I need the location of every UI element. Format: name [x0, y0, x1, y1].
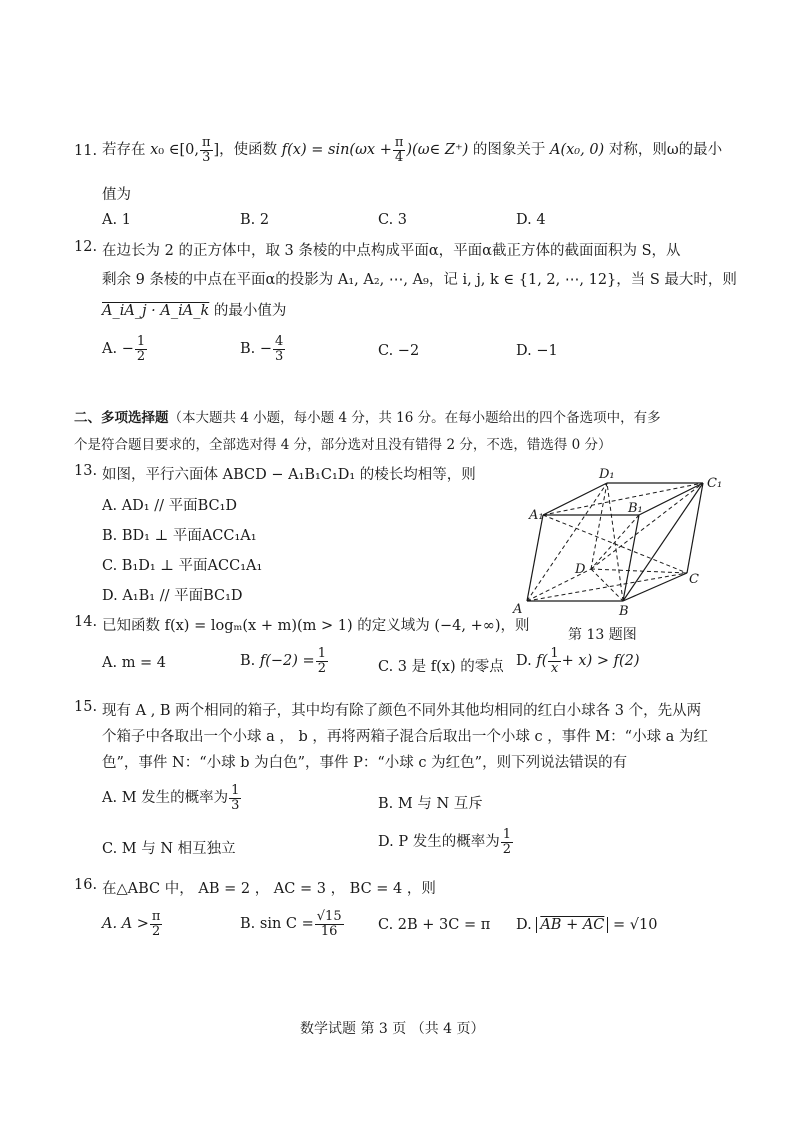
- q11-option-a: A. 1: [102, 212, 131, 228]
- q11-stem: 若存在 x₀ ∈[0, $\frac{\pi}{3}$ ]，使函数 f(x) = sin(ωx + $\frac{\pi}{4}$ )(ω∈ Z⁺) 的图象关于 A(x₀, 0) 对称，则ω的最小: [102, 135, 723, 165]
- q13-number: 13.: [74, 463, 98, 479]
- label-C1: C₁: [707, 476, 723, 491]
- q12-number: 12.: [74, 239, 98, 255]
- q16-stem: 在△ABC 中， AB = 2 ， AC = 3 ， BC = 4 ，则: [102, 881, 436, 897]
- label-D: D: [575, 562, 586, 577]
- q16-option-d: D. AB + AC = √10: [516, 917, 658, 933]
- q14-option-b: B. f(−2) = $\frac{1}{2}$: [240, 646, 326, 676]
- q14-option-c: C. 3 是 f(x) 的零点: [378, 659, 504, 675]
- label-B: B: [619, 604, 629, 619]
- q13-figure-caption: 第 13 题图: [568, 627, 637, 643]
- q11-number: 11.: [74, 143, 98, 159]
- q15-stem-line2: 个箱子中各取出一个小球 a ， b ，再将两箱子混合后取出一个小球 c ，事件 M：“小球 a 为红: [102, 729, 708, 745]
- q15-option-d: D. P 发生的概率为 $\frac{1}{2}$: [378, 827, 511, 857]
- q12-stem-line1: 在边长为 2 的正方体中，取 3 条棱的中点构成平面α，平面α截正方体的截面面积为 S，从: [102, 243, 681, 259]
- section2-header-line2: 个是符合题目要求的，全部选对得 4 分，部分选对且没有错得 2 分，不选，错选得 0 分）: [74, 437, 612, 453]
- q13-option-c: C. B₁D₁ ⊥ 平面ACC₁A₁: [102, 558, 263, 574]
- label-A1: A₁: [529, 508, 544, 523]
- q13-figure: [505, 465, 735, 625]
- label-D1: D₁: [599, 467, 615, 482]
- q15-number: 15.: [74, 699, 98, 715]
- q14-option-a: A. m = 4: [102, 655, 167, 671]
- q11-option-d: D. 4: [516, 212, 546, 228]
- page-footer: 数学试题 第 3 页 （共 4 页）: [300, 1021, 485, 1037]
- section2-header: 二、多项选择题（本大题共 4 小题，每小题 4 分，共 16 分。在每小题给出的四个备选项中，有多: [74, 410, 661, 426]
- q13-option-a: A. AD₁ // 平面BC₁D: [102, 498, 238, 514]
- q15-option-b: B. M 与 N 互斥: [378, 796, 483, 812]
- q11-option-b: B. 2: [240, 212, 270, 228]
- q13-stem: 如图，平行六面体 ABCD − A₁B₁C₁D₁ 的棱长均相等，则: [102, 467, 476, 483]
- q12-option-d: D. −1: [516, 343, 558, 359]
- q16-option-b: B. sin C = $\frac{√15}{16}$: [240, 909, 342, 939]
- q12-option-c: C. −2: [378, 343, 420, 359]
- q15-option-c: C. M 与 N 相互独立: [102, 841, 236, 857]
- q12-option-a: A. − $\frac{1}{2}$: [102, 334, 146, 364]
- label-B1: B₁: [628, 501, 643, 516]
- q14-stem: 已知函数 f(x) = logₘ(x + m)(m > 1) 的定义域为 (−4, +∞)，则: [102, 618, 530, 634]
- q15-option-a: A. M 发生的概率为 $\frac{1}{3}$: [102, 783, 240, 813]
- q11-stem-line2: 值为: [102, 187, 131, 203]
- q15-stem-line3: 色”，事件 N：“小球 b 为白色”，事件 P：“小球 c 为红色”，则下列说法错误的有: [102, 755, 628, 771]
- q16-option-a: A. A > $\frac{\pi}{2}$: [102, 909, 161, 939]
- q12-stem-line3: A_iA_j · A_iA_k 的最小值为: [102, 303, 287, 319]
- q15-stem-line1: 现有 A , B 两个相同的箱子，其中均有除了颜色不同外其他均相同的红白小球各 3 个，先从两: [102, 703, 702, 719]
- q12-option-b: B. − $\frac{4}{3}$: [240, 334, 284, 364]
- q14-number: 14.: [74, 614, 98, 630]
- q16-number: 16.: [74, 877, 98, 893]
- q16-option-c: C. 2B + 3C = π: [378, 917, 491, 933]
- q13-option-b: B. BD₁ ⊥ 平面ACC₁A₁: [102, 528, 257, 544]
- q13-option-d: D. A₁B₁ // 平面BC₁D: [102, 588, 243, 604]
- q14-option-d: D. f( $\frac{1}{x}$ + x) > f(2): [516, 646, 640, 676]
- q11-option-c: C. 3: [378, 212, 408, 228]
- label-A: A: [513, 602, 523, 617]
- q12-stem-line2: 剩余 9 条棱的中点在平面α的投影为 A₁, A₂, ⋯, A₉，记 i, j, k ∈ {1, 2, ⋯, 12}，当 S 最大时，则: [102, 272, 737, 288]
- label-C: C: [689, 572, 699, 587]
